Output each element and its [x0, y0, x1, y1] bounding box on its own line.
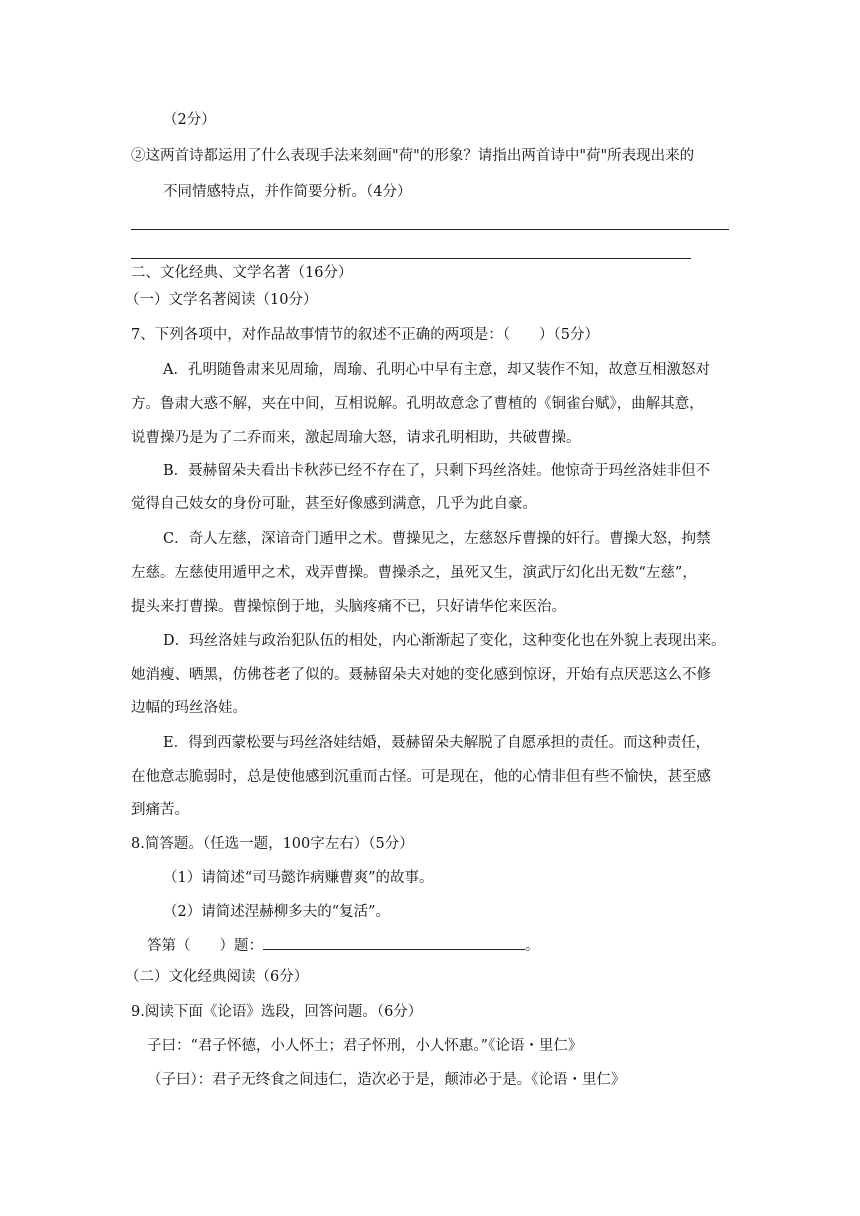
q6-sub2-text: ②这两首诗都运用了什么表现手法来刻画"荷"的形象？请指出两首诗中"荷"所表现出来的: [131, 148, 695, 164]
answer-line[interactable]: [131, 229, 729, 230]
answer-prefix: 答第（ ）题：: [147, 938, 263, 954]
answer-suffix: 。: [525, 938, 540, 954]
question-9-stem: 9.阅读下面《论语》选段，回答问题。（6分）: [131, 1004, 423, 1020]
option-d-line: 边幅的玛丝洛娃。: [131, 700, 247, 716]
section-heading: 二、文化经典、文学名著（16分）: [131, 265, 353, 281]
question-7-stem: 7、下列各项中，对作品故事情节的叙述不正确的两项是：（ ）（5分）: [131, 327, 599, 343]
question-8-answer: [147, 935, 540, 956]
q6-sub2-text-cont: 不同情感特点，并作简要分析。（4分）: [163, 184, 412, 200]
analects-quote: 子曰：“君子怀德，小人怀土；君子怀刑，小人怀惠。”《论语・里仁》: [147, 1038, 583, 1054]
answer-blank[interactable]: [263, 935, 525, 950]
subsection-heading: （一）文学名著阅读（10分）: [125, 292, 318, 308]
answer-line[interactable]: [131, 258, 691, 259]
option-d-line: D．玛丝洛娃与政治犯队伍的相处，内心渐渐起了变化，这种变化也在外貌上表现出来。: [163, 633, 726, 649]
option-b-line: B．聂赫留朵夫看出卡秋莎已经不存在了，只剩下玛丝洛娃。他惊奇于玛丝洛娃非但不: [163, 463, 711, 479]
option-c-line: C．奇人左慈，深谙奇门遁甲之术。曹操见之，左慈怒斥曹操的奸行。曹操大怒，拘禁: [163, 531, 711, 547]
option-a-line: 说曹操乃是为了二乔而来，激起周瑜大怒，请求孔明相助，共破曹操。: [131, 430, 581, 446]
question-8-stem: 8.简答题。（任选一题，100字左右）（5分）: [131, 836, 414, 852]
option-d-line: 她消瘦、晒黑，仿佛苍老了似的。聂赫留朵夫对她的变化感到惊讶，开始有点厌恶这么不修: [131, 667, 711, 683]
option-e-line: 在他意志脆弱时，总是使他感到沉重而古怪。可是现在，他的心情非但有些不愉快，甚至感: [131, 769, 711, 785]
analects-quote: （子曰）：君子无终食之间违仁，造次必于是，颠沛必于是。《论语・里仁》: [147, 1072, 626, 1088]
question-8-item: （2）请简述涅赫柳多夫的“复活”。: [163, 904, 391, 920]
option-a-line: A．孔明随鲁肃来见周瑜，周瑜、孔明心中早有主意，却又装作不知，故意互相激怒对: [163, 362, 710, 378]
question-8-item: （1）请简述“司马懿诈病赚曹爽”的故事。: [163, 870, 434, 886]
q6-score-part1: （2分）: [163, 112, 216, 128]
option-c-line: 左慈。左慈使用遁甲之术，戏弄曹操。曹操杀之，虽死又生，演武厅幻化出无数“左慈”，: [131, 565, 697, 581]
option-e-line: E．得到西蒙松要与玛丝洛娃结婚，聂赫留朵夫解脱了自愿承担的责任。而这种责任，: [163, 735, 711, 751]
option-b-line: 觉得自己妓女的身份可耻，甚至好像感到满意，几乎为此自豪。: [131, 496, 537, 512]
option-c-line: 提头来打曹操。曹操惊倒于地，头脑疼痛不已，只好请华佗来医治。: [131, 599, 566, 615]
option-e-line: 到痛苦。: [131, 802, 189, 818]
subsection-heading: （二）文化经典阅读（6分）: [125, 969, 309, 985]
option-a-line: 方。鲁肃大惑不解，夹在中间，互相说解。孔明故意念了曹植的《铜雀台赋》，曲解其意，: [131, 396, 704, 412]
